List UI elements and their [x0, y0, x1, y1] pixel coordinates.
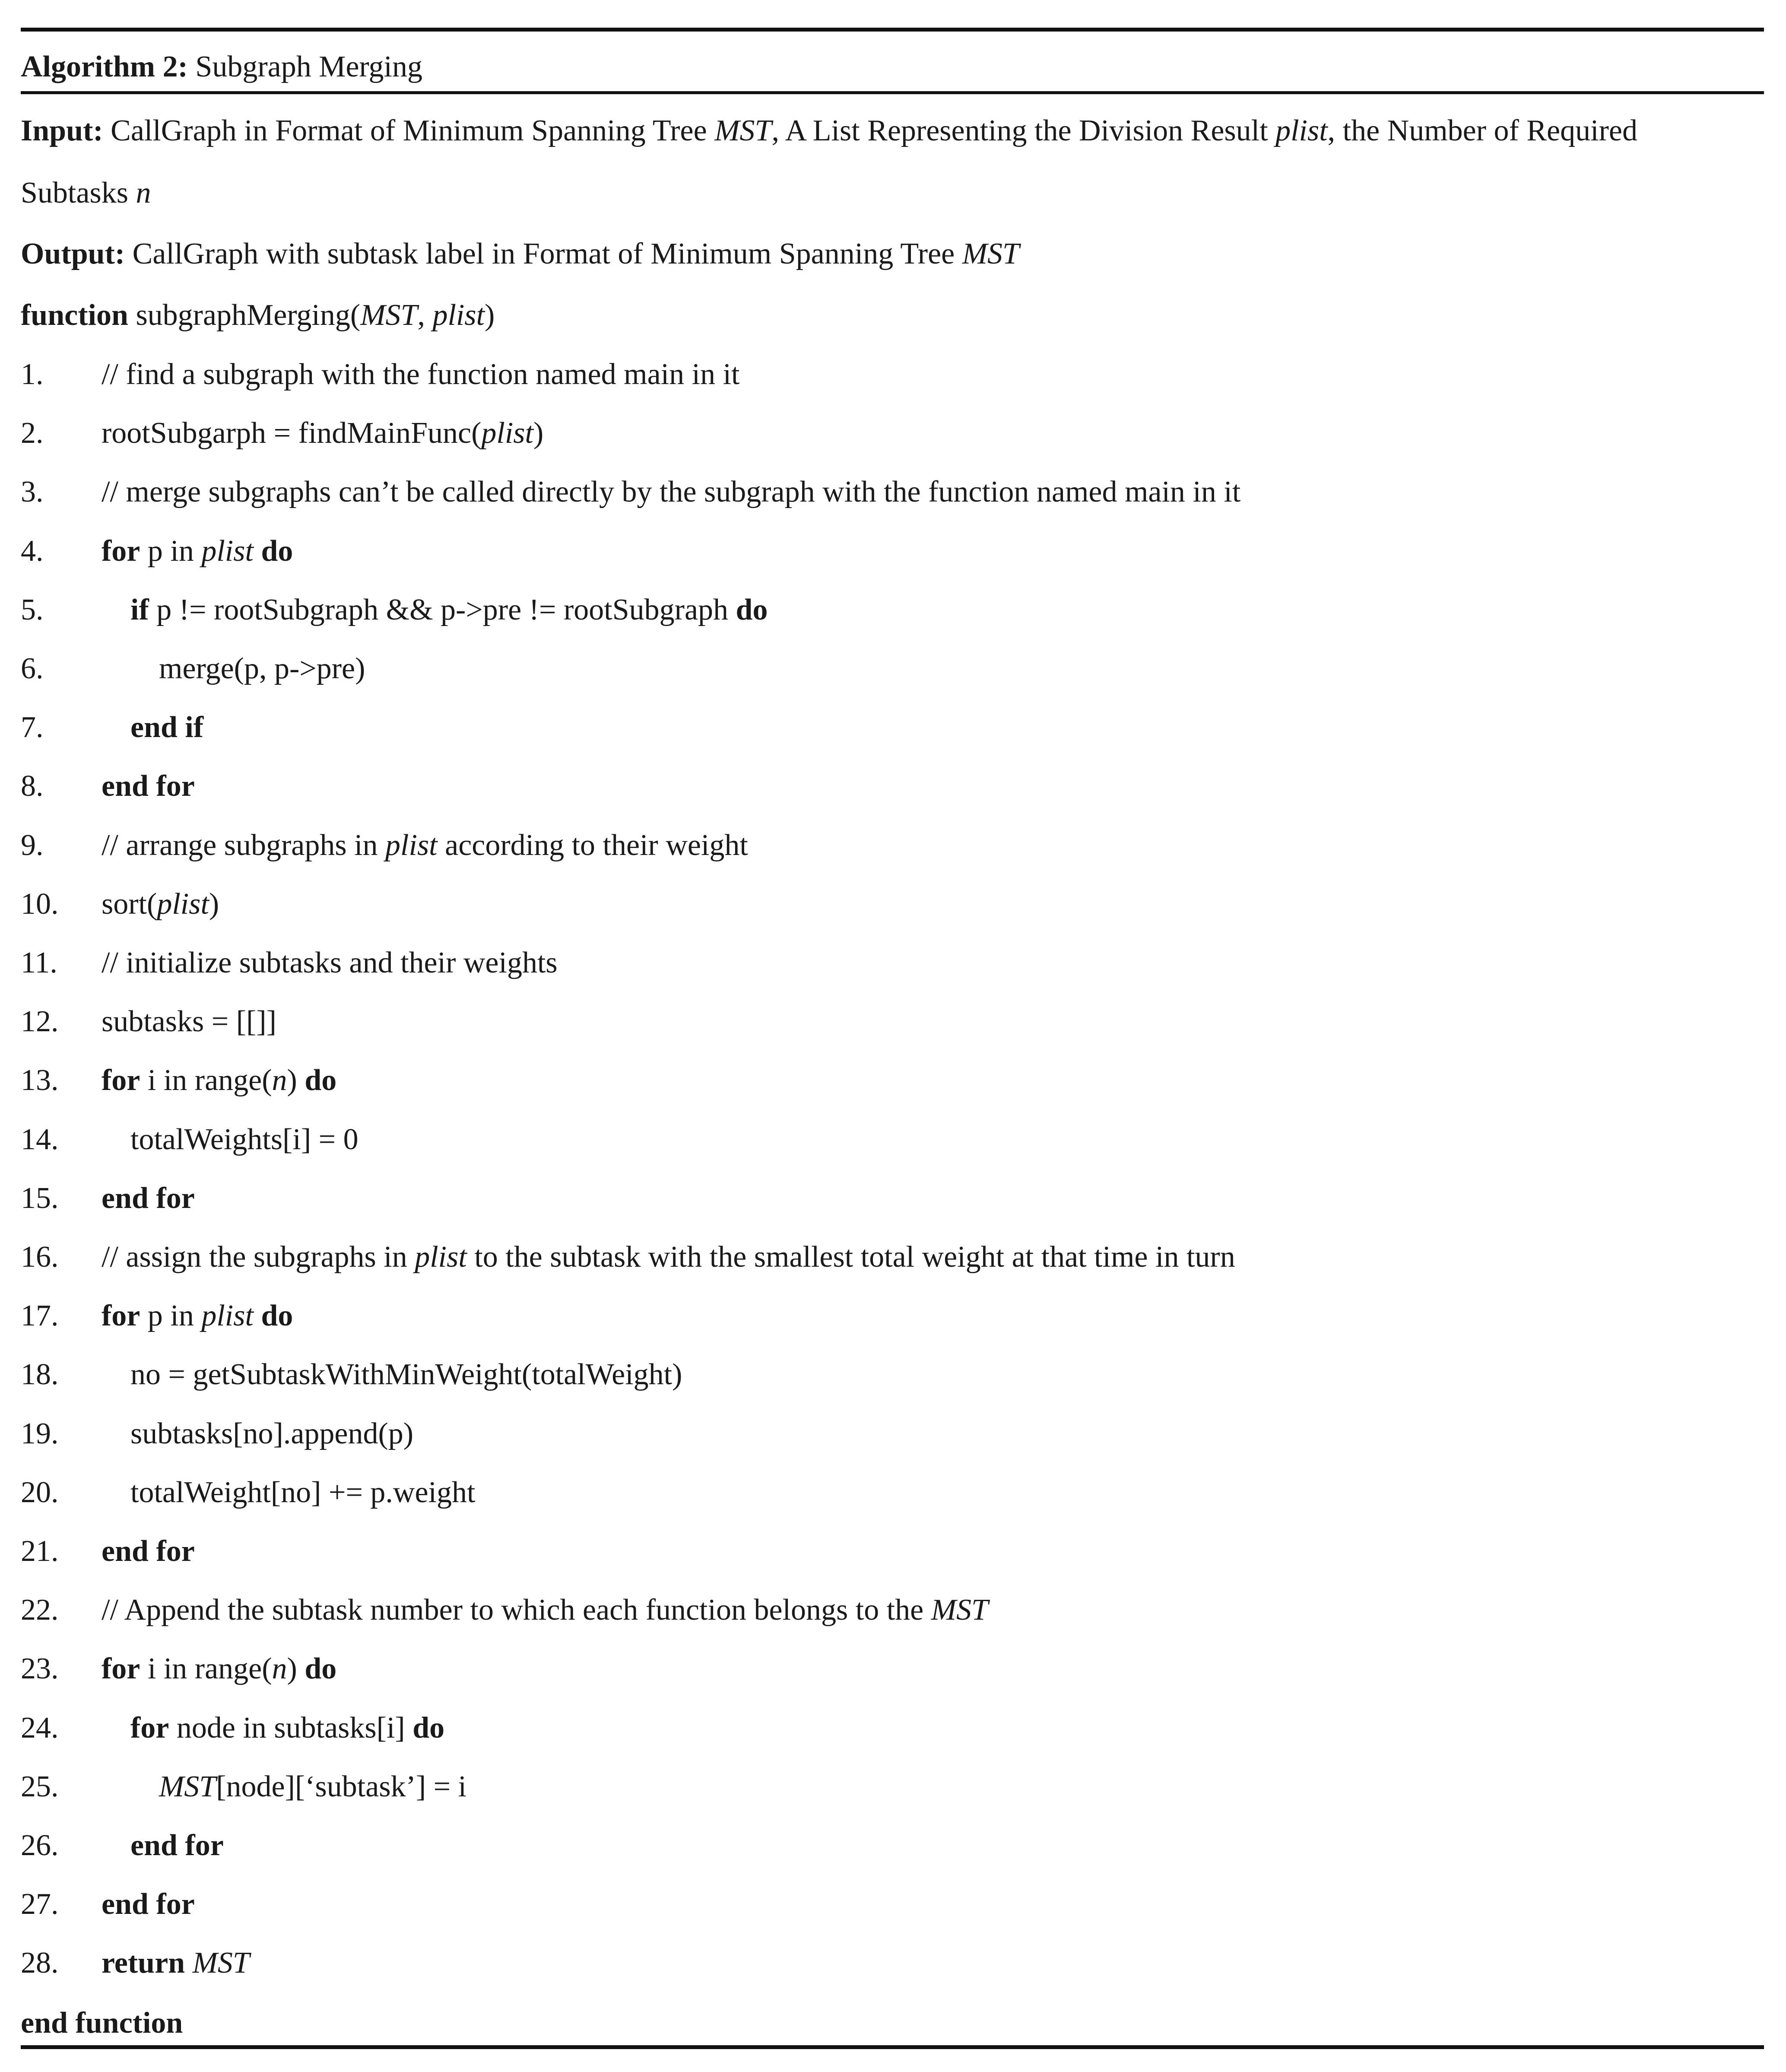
line-number: 5. [21, 593, 44, 626]
line-code [130, 1118, 358, 1161]
code-text: merge(p, p->pre) [159, 652, 365, 685]
code-text: ) [209, 887, 219, 921]
line-code [159, 647, 365, 690]
code-line [21, 1647, 1764, 1691]
code-line [21, 1236, 1764, 1279]
variable: plist [157, 887, 209, 921]
code-text: subtasks = [[]] [102, 1005, 276, 1038]
variable: n [272, 1064, 287, 1097]
line-code [102, 1294, 293, 1338]
code-text [185, 1946, 193, 1980]
function-signature [21, 294, 1764, 337]
code-text: totalWeight[no] += p.weight [130, 1476, 476, 1509]
line-number: 19. [21, 1417, 59, 1450]
line-code [102, 765, 195, 808]
end-function-keyword: end function [21, 2006, 183, 2040]
line-number: 28. [21, 1946, 59, 1980]
code-line [21, 765, 1764, 808]
code-text: p != rootSubgraph && p->pre != rootSubgraph [149, 593, 736, 626]
line-number: 6. [21, 652, 44, 685]
code-text [254, 1299, 261, 1332]
line-code [102, 412, 543, 455]
algorithm-title-name: Subgraph Merging [195, 50, 423, 83]
input-label: Input: [21, 114, 103, 147]
header-rule [21, 91, 1764, 94]
code-line [21, 412, 1764, 455]
line-code [102, 1883, 195, 1926]
keyword: end for [130, 1829, 224, 1862]
line-number: 20. [21, 1476, 59, 1509]
line-number: 16. [21, 1240, 59, 1274]
line-code [102, 883, 219, 926]
code-text: node in subtasks[i] [169, 1711, 413, 1745]
code-line [21, 1883, 1764, 1926]
code-line [21, 1765, 1764, 1808]
function-keyword: function [21, 299, 128, 332]
code-line [21, 647, 1764, 690]
code-line [21, 1177, 1764, 1220]
code-text: ) [287, 1064, 305, 1097]
input-line-2 [21, 172, 1764, 215]
input-n: n [136, 176, 151, 210]
line-code [159, 1765, 466, 1808]
input-text: , A List Representing the Division Result [771, 114, 1276, 147]
line-code [102, 1589, 988, 1632]
code-text: // initialize subtasks and their weights [102, 946, 558, 979]
line-number: 1. [21, 358, 44, 391]
variable: n [272, 1652, 287, 1685]
code-line [21, 706, 1764, 749]
output-text: CallGraph with subtask label in Format of Minimum Spanning Tree [132, 237, 962, 270]
variable: plist [201, 1299, 254, 1332]
line-number: 4. [21, 534, 44, 568]
line-code [130, 1824, 224, 1867]
code-text: // assign the subgraphs in [102, 1240, 415, 1274]
line-code [130, 1353, 682, 1396]
code-text: // find a subgraph with the function named main in it [102, 358, 740, 391]
function-sep: , [417, 299, 433, 332]
variable: plist [201, 534, 254, 568]
keyword: end for [102, 769, 195, 803]
keyword: for [102, 534, 140, 568]
keyword: do [305, 1064, 337, 1097]
line-number: 15. [21, 1182, 59, 1215]
keyword: end if [130, 711, 204, 744]
code-text: ) [287, 1652, 305, 1685]
line-code [102, 941, 558, 985]
line-code [102, 470, 1240, 514]
input-plist: plist [1275, 114, 1328, 147]
variable: MST [159, 1770, 216, 1803]
line-code [102, 1236, 1235, 1279]
code-line [21, 1059, 1764, 1102]
line-code [102, 1177, 195, 1220]
code-text: totalWeights[i] = 0 [130, 1123, 358, 1156]
code-text: i in range( [140, 1064, 272, 1097]
line-number: 22. [21, 1593, 59, 1627]
line-code [130, 1707, 444, 1750]
code-line [21, 1412, 1764, 1455]
input-text: CallGraph in Format of Minimum Spanning Tree [111, 114, 715, 147]
keyword: end for [102, 1535, 195, 1568]
function-close: ) [485, 299, 495, 332]
keyword: end for [102, 1888, 195, 1921]
code-line [21, 1530, 1764, 1573]
end-function [21, 2002, 1764, 2045]
bottom-rule [21, 2045, 1764, 2049]
keyword: for [102, 1652, 140, 1685]
keyword: do [305, 1652, 337, 1685]
line-number: 9. [21, 829, 44, 862]
line-code [102, 353, 740, 396]
code-text: // arrange subgraphs in [102, 829, 386, 862]
code-line [21, 1824, 1764, 1867]
keyword: do [261, 534, 293, 568]
code-text: rootSubgarph = findMainFunc( [102, 416, 482, 450]
input-text: Subtasks [21, 176, 136, 210]
variable: MST [192, 1946, 250, 1980]
line-number: 27. [21, 1888, 59, 1921]
code-text: no = getSubtaskWithMinWeight(totalWeight) [130, 1358, 682, 1391]
code-text: sort( [102, 887, 157, 921]
line-code [130, 1471, 475, 1514]
variable: MST [931, 1593, 988, 1627]
keyword: do [261, 1299, 293, 1332]
code-text: i in range( [140, 1652, 272, 1685]
line-number: 12. [21, 1005, 59, 1038]
line-code [102, 530, 293, 573]
code-text [254, 534, 261, 568]
function-arg: plist [432, 299, 485, 332]
line-code [102, 1647, 336, 1691]
code-line [21, 588, 1764, 632]
input-mst: MST [714, 114, 772, 147]
line-number: 2. [21, 416, 44, 450]
keyword: for [102, 1299, 140, 1332]
function-arg: MST [360, 299, 418, 332]
line-number: 25. [21, 1770, 59, 1803]
line-code [130, 1412, 413, 1455]
keyword: do [412, 1711, 445, 1745]
code-line [21, 470, 1764, 514]
line-number: 17. [21, 1299, 59, 1332]
line-number: 24. [21, 1711, 59, 1745]
output-mst: MST [962, 237, 1019, 270]
variable: plist [385, 829, 438, 862]
code-line [21, 824, 1764, 867]
line-number: 26. [21, 1829, 59, 1862]
function-name: subgraphMerging( [128, 299, 361, 332]
input-text: , the Number of Required [1327, 114, 1637, 147]
code-text: ) [533, 416, 544, 450]
keyword: for [102, 1064, 140, 1097]
line-code [102, 824, 748, 867]
code-text: p in [140, 1299, 202, 1332]
line-number: 21. [21, 1535, 59, 1568]
line-number: 14. [21, 1123, 59, 1156]
keyword: if [130, 593, 149, 626]
line-number: 8. [21, 769, 44, 803]
code-line [21, 883, 1764, 926]
keyword: do [736, 593, 768, 626]
code-line [21, 1942, 1764, 1985]
code-text: to the subtask with the smallest total weight at that time in turn [466, 1240, 1235, 1274]
line-code [102, 1530, 195, 1573]
code-line [21, 1471, 1764, 1514]
line-number: 3. [21, 475, 44, 508]
line-number: 23. [21, 1652, 59, 1685]
top-rule [21, 28, 1764, 32]
input-line-1 [21, 109, 1764, 153]
code-line [21, 1294, 1764, 1338]
code-line [21, 1707, 1764, 1750]
line-code [130, 706, 203, 749]
line-code [102, 1942, 250, 1985]
line-number: 13. [21, 1064, 59, 1097]
code-line [21, 530, 1764, 573]
code-line [21, 353, 1764, 396]
line-code [102, 1000, 276, 1043]
code-text: // merge subgraphs can’t be called directly by the subgraph with the function named main in it [102, 475, 1241, 508]
line-number: 18. [21, 1358, 59, 1391]
code-text: according to their weight [437, 829, 748, 862]
keyword: return [102, 1946, 185, 1980]
line-number: 10. [21, 887, 59, 921]
code-line [21, 1353, 1764, 1396]
code-text: // Append the subtask number to which each function belongs to the [102, 1593, 931, 1627]
variable: plist [415, 1240, 467, 1274]
line-code [130, 588, 768, 632]
keyword: for [130, 1711, 169, 1745]
algorithm-title-label: Algorithm 2: [21, 50, 188, 83]
code-line [21, 1000, 1764, 1043]
code-line [21, 1589, 1764, 1632]
output-label: Output: [21, 237, 125, 270]
code-line [21, 941, 1764, 985]
output-line [21, 232, 1764, 276]
code-text: subtasks[no].append(p) [130, 1417, 414, 1450]
line-number: 11. [21, 946, 57, 979]
code-text: p in [140, 534, 202, 568]
line-number: 7. [21, 711, 44, 744]
code-line [21, 1118, 1764, 1161]
variable: plist [481, 416, 533, 450]
line-code [102, 1059, 336, 1102]
keyword: end for [102, 1182, 195, 1215]
algorithm-title [21, 45, 1764, 89]
code-text: [node][‘subtask’] = i [216, 1770, 467, 1803]
